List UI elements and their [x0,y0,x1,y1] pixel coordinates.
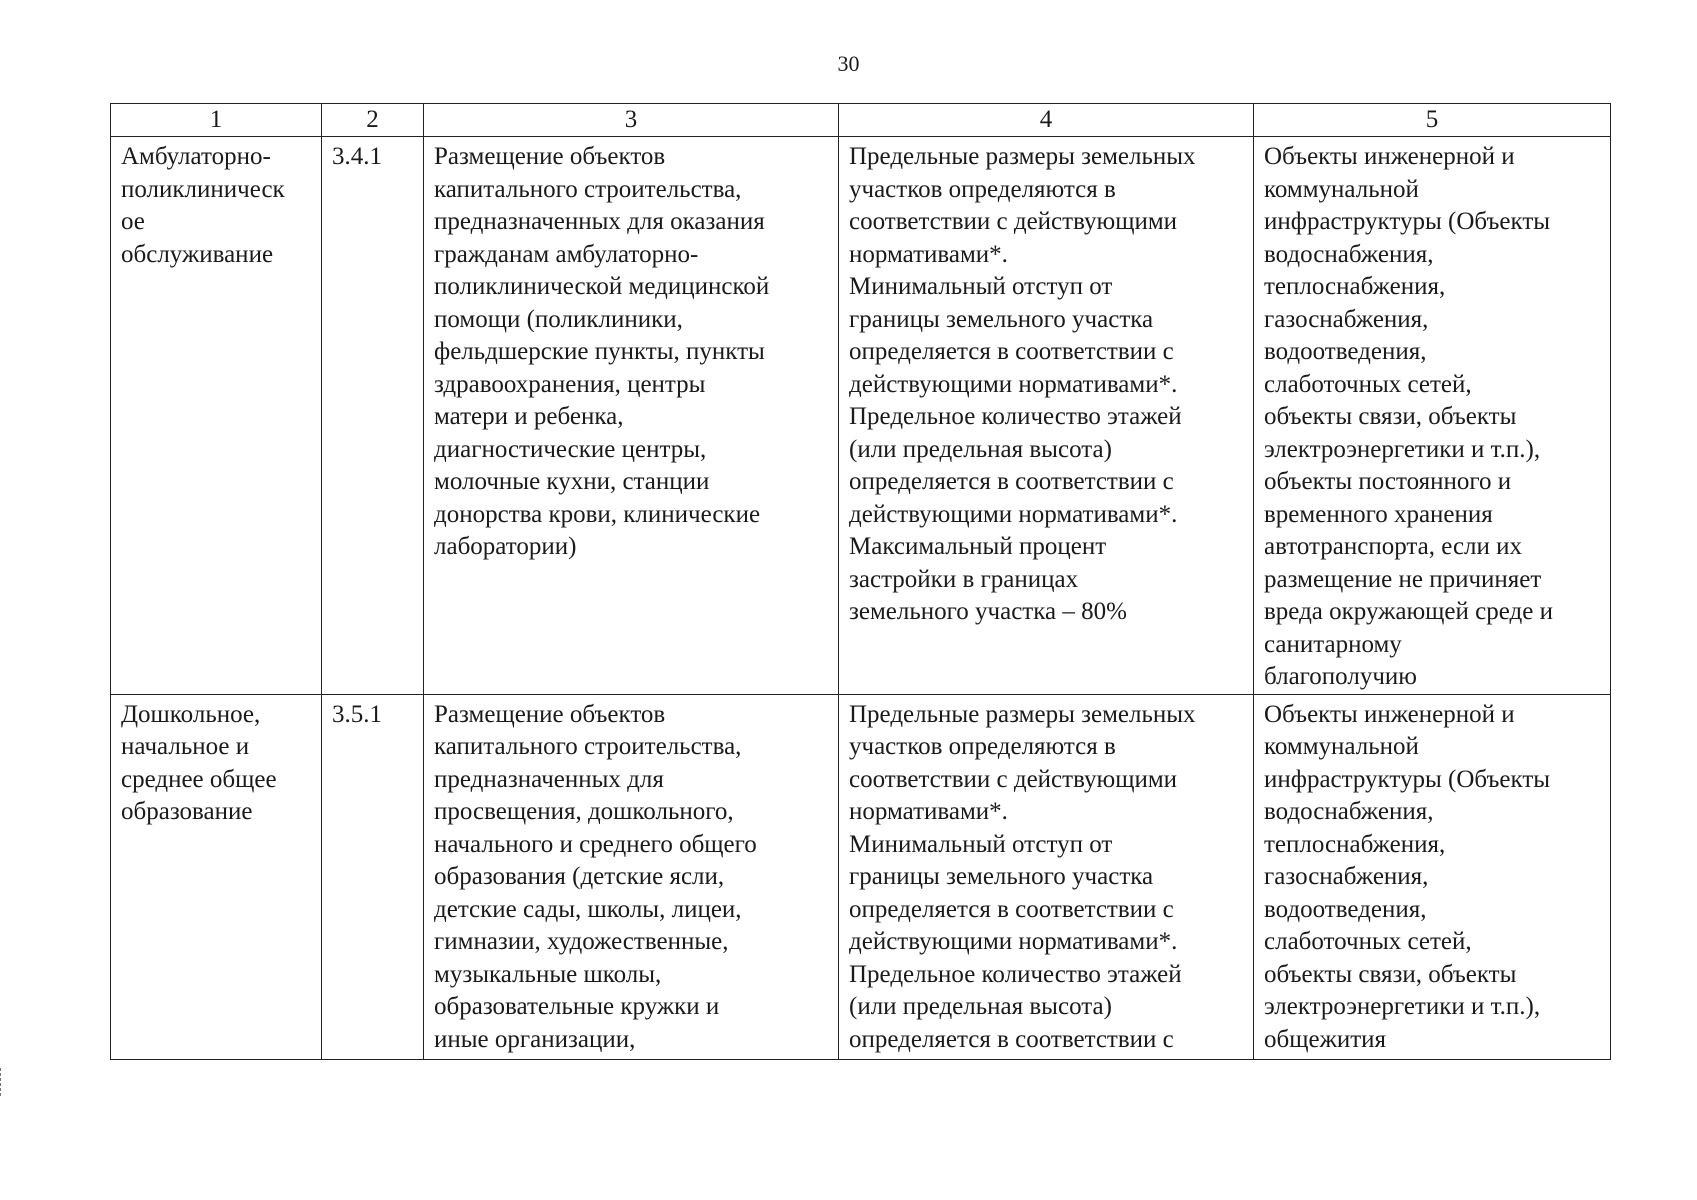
column-header-5: 5 [1254,104,1611,137]
text-line: застройки в границах [849,565,1079,593]
text-line: газоснабжения, [1264,305,1429,333]
text-line: начального и среднего общего [434,830,757,858]
text-line: ое [121,208,145,235]
text-line: коммунальной [1264,733,1419,760]
text-line: определяется в соответствии с [849,1025,1174,1053]
text-line: водоотведения, [1264,338,1427,365]
text-line: нормативами*. [849,798,1008,825]
text-line: слаботочных сетей, [1264,928,1472,955]
text-line: образование [121,798,253,825]
use-name-cell [111,694,322,1059]
text-line: среднее общее [121,765,277,793]
text-line: гимназии, художественные, [434,928,729,955]
text-line: гражданам амбулаторно- [434,240,699,268]
text-line: благополучию [1264,663,1417,690]
text-line: начальное и [121,733,250,760]
text-line: определяется в соответствии с [849,338,1174,365]
parameters-text [849,141,1245,629]
text-line: электроэнергетики и т.п.), [1264,993,1541,1020]
text-line: Максимальный процент [849,533,1107,560]
text-line: музыкальные школы, [434,960,662,988]
text-line: поликлиническ [121,175,285,203]
column-header-2: 2 [322,104,424,137]
text-line: определяется в соответствии с [849,895,1174,923]
text-line: помощи (поликлиники, [434,305,683,333]
text-line: донорства крови, клинические [434,500,761,528]
column-header-3: 3 [424,104,839,137]
text-line: соответствии с действующими [849,765,1178,793]
text-line: иные организации, [434,1025,636,1053]
parameters-cell [839,137,1254,695]
text-line: размещение не причиняет [1264,565,1542,593]
text-line: Размещение объектов [434,700,666,728]
text-line: Амбулаторно- [121,143,271,170]
text-line: предназначенных для оказания [434,208,765,235]
text-line: водоснабжения, [1264,240,1434,268]
text-line: Предельное количество этажей [849,403,1182,430]
land-use-table [110,103,1611,1060]
text-line: участков определяются в [849,733,1116,760]
text-line: слаботочных сетей, [1264,370,1472,398]
use-code-cell [322,694,424,1059]
text-line: капитального строительства, [434,175,742,203]
text-line: вреда окружающей среде и [1264,598,1553,625]
text-line: объекты постоянного и [1264,468,1512,495]
text-line: поликлинической медицинской [434,273,770,300]
use-name-text [121,699,313,829]
auxiliary-uses-cell [1254,694,1611,1059]
text-line: временного хранения [1264,500,1493,528]
text-line: автотранспорта, если их [1264,533,1523,560]
text-line: соответствии с действующими [849,208,1178,235]
text-line: матери и ребенка, [434,403,624,430]
auxiliary-uses-text [1264,699,1602,1057]
text-line: капитального строительства, [434,733,742,760]
text-line: образовательные кружки и [434,993,720,1020]
text-line: Объекты инженерной и [1264,700,1515,728]
use-description-cell [424,694,839,1059]
text-line: (или предельная высота) [849,993,1112,1020]
column-header-4: 4 [839,104,1254,137]
text-line: участков определяются в [849,175,1116,203]
text-line: Предельные размеры земельных [849,700,1196,728]
text-line: Минимальный отступ от [849,830,1113,858]
text-line: санитарному [1264,630,1402,658]
page-number: 30 [837,51,860,76]
text-line: теплоснабжения, [1264,830,1446,858]
text-line: предназначенных для [434,765,664,793]
text-line: действующими нормативами*. [849,500,1178,528]
text-line: водоснабжения, [1264,798,1434,825]
text-line: объекты связи, объекты [1264,403,1517,430]
text-line: здравоохранения, центры [434,370,706,398]
text-line: Объекты инженерной и [1264,143,1515,170]
text-line: границы земельного участка [849,863,1154,890]
text-line: земельного участка – 80% [849,598,1127,625]
text-line: Минимальный отступ от [849,273,1113,300]
parameters-cell [839,694,1254,1059]
text-line: нормативами*. [849,240,1008,268]
text-line: Размещение объектов [434,143,666,170]
use-code-cell [322,137,424,695]
text-line: газоснабжения, [1264,863,1429,890]
text-line: молочные кухни, станции [434,468,710,495]
text-line: Предельное количество этажей [849,960,1182,988]
text-line: Предельные размеры земельных [849,143,1196,170]
header-row [111,104,1611,137]
use-name-text [121,141,313,271]
parameters-text [849,699,1245,1057]
text-line: теплоснабжения, [1264,273,1446,300]
text-line: электроэнергетики и т.п.), [1264,435,1541,463]
text-line: фельдшерские пункты, пункты [434,338,765,365]
use-description-cell [424,137,839,695]
text-line: (или предельная высота) [849,435,1112,463]
column-header-1: 1 [111,104,322,137]
text-line: инфраструктуры (Объекты [1264,765,1551,793]
text-line: инфраструктуры (Объекты [1264,208,1551,235]
text-line: лаборатории) [434,533,577,560]
use-name-cell [111,137,322,695]
text-line: Дошкольное, [121,700,261,728]
text-line: определяется в соответствии с [849,468,1174,495]
use-code: 3.4.1 [332,143,382,170]
auxiliary-uses-cell [1254,137,1611,695]
text-line: действующими нормативами*. [849,928,1178,955]
table-row [111,694,1611,1059]
use-description-text [434,699,830,1057]
text-line: детские сады, школы, лицеи, [434,895,742,923]
use-code: 3.5.1 [332,700,382,728]
use-description-text [434,141,830,564]
text-line: действующими нормативами*. [849,370,1178,398]
text-line: объекты связи, объекты [1264,960,1517,988]
text-line: обслуживание [121,240,274,268]
text-line: границы земельного участка [849,305,1154,333]
text-line: общежития [1264,1025,1387,1053]
text-line: образования (детские ясли, [434,863,725,890]
text-line: коммунальной [1264,175,1419,203]
text-line: просвещения, дошкольного, [434,798,734,825]
auxiliary-uses-text [1264,141,1602,694]
text-line: диагностические центры, [434,435,707,463]
table-row [111,137,1611,695]
text-line: водоотведения, [1264,895,1427,923]
scan-edge-mark [0,1068,7,1096]
